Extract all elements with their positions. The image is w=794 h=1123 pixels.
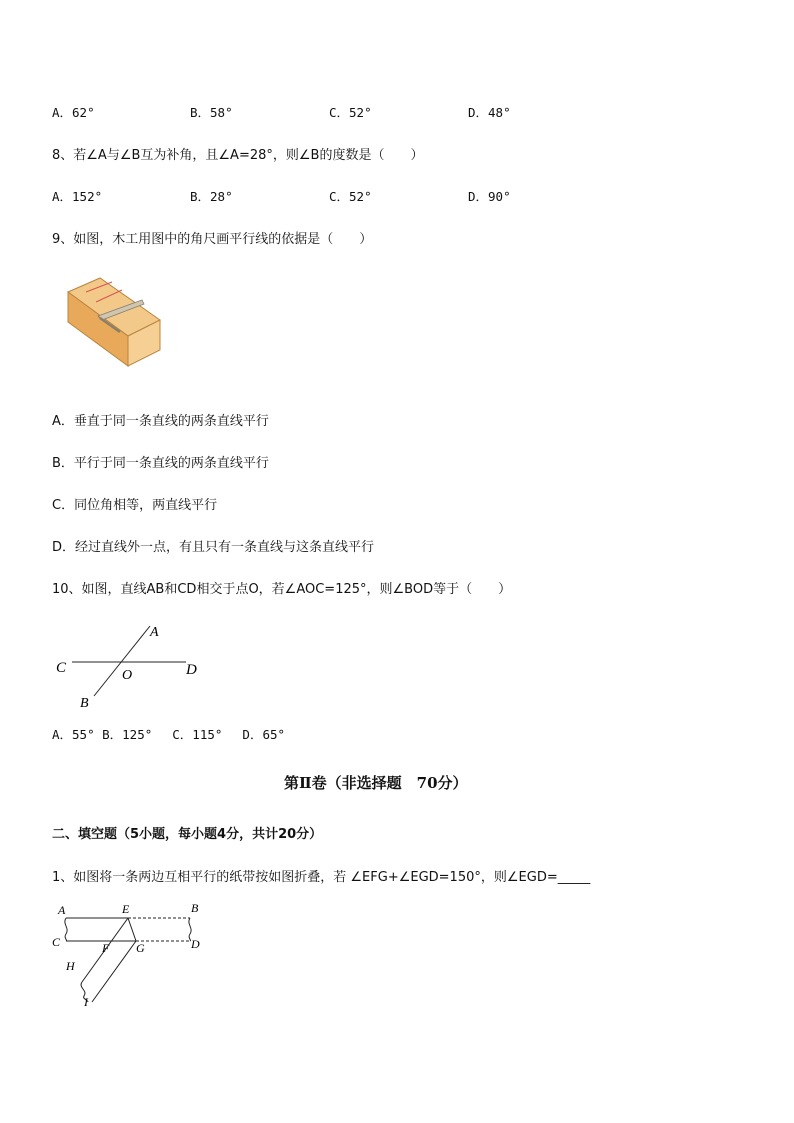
label-c: C bbox=[56, 660, 67, 676]
label-f: F bbox=[102, 941, 110, 955]
q9-option-d: D．经过直线外一点，有且只有一条直线与这条直线平行 bbox=[52, 540, 375, 555]
label-c: C bbox=[52, 935, 61, 949]
q8-option-a: A．152° bbox=[52, 189, 103, 204]
q7-option-d: D．48° bbox=[468, 105, 511, 120]
q8-option-c: C．52° bbox=[329, 189, 372, 204]
label-a: A bbox=[150, 625, 159, 640]
section-subtitle: 二、填空题（5小题，每小题4分，共计20分） bbox=[52, 827, 323, 842]
folded-strip-figure bbox=[50, 898, 220, 1010]
q8-stem: 8、若∠A与∠B互为补角，且∠A=28°，则∠B的度数是（ ） bbox=[52, 148, 424, 163]
q7-option-a: A．62° bbox=[52, 105, 95, 120]
q9-option-a: A．垂直于同一条直线的两条直线平行 bbox=[52, 414, 269, 429]
q7-option-b: B．58° bbox=[190, 105, 233, 120]
label-o: O bbox=[122, 668, 133, 683]
q9-stem: 9、如图，木工用图中的角尺画平行线的依据是（ ） bbox=[52, 232, 373, 247]
label-i: I bbox=[84, 995, 88, 1009]
q8-option-b: B．28° bbox=[190, 189, 233, 204]
label-h: H bbox=[66, 959, 75, 973]
carpenter-square-figure bbox=[60, 270, 165, 370]
label-a: A bbox=[58, 903, 66, 917]
q9-option-c: C．同位角相等，两直线平行 bbox=[52, 498, 218, 513]
label-d: D bbox=[186, 662, 197, 678]
intersecting-lines-figure bbox=[50, 620, 210, 715]
fill1-stem: 1、如图将一条两边互相平行的纸带按如图折叠，若 ∠EFG+∠EGD=150°，则∠EGD=_____ bbox=[52, 870, 591, 885]
label-e: E bbox=[122, 902, 130, 916]
q7-option-c: C．52° bbox=[329, 105, 372, 120]
label-d: D bbox=[191, 937, 200, 951]
q8-option-d: D．90° bbox=[468, 189, 511, 204]
label-g: G bbox=[136, 941, 145, 955]
label-b: B bbox=[191, 901, 199, 915]
q10-options: A．55° B．125° C．115° D．65° bbox=[52, 727, 286, 742]
label-b: B bbox=[80, 696, 89, 711]
q10-stem: 10、如图，直线AB和CD相交于点O，若∠AOC=125°，则∠BOD等于（ ） bbox=[52, 582, 512, 597]
q9-option-b: B．平行于同一条直线的两条直线平行 bbox=[52, 456, 269, 471]
section-title: 第Ⅱ卷（非选择题 70分） bbox=[284, 774, 468, 792]
